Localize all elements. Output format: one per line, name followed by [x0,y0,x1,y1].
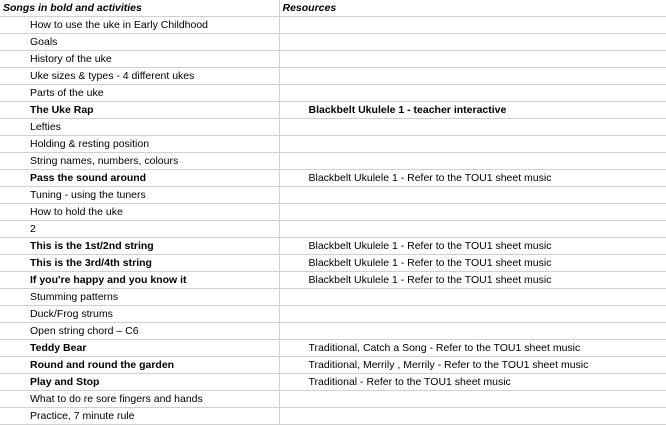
activity-cell: How to hold the uke [0,204,279,221]
resource-cell [279,306,666,323]
activity-cell: Parts of the uke [0,85,279,102]
activity-cell: What to do re sore fingers and hands [0,391,279,408]
header-row [0,0,666,17]
table-row [0,17,666,34]
resource-cell [279,323,666,340]
resource-cell [279,391,666,408]
activity-cell: This is the 1st/2nd string [0,238,279,255]
resource-cell: Blackbelt Ukulele 1 - Refer to the TOU1 sheet music [279,272,666,289]
resource-cell [279,289,666,306]
table-row [0,340,666,357]
resource-cell: Blackbelt Ukulele 1 - Refer to the TOU1 sheet music [279,170,666,187]
resource-cell [279,119,666,136]
resource-cell: Traditional, Catch a Song - Refer to the TOU1 sheet music [279,340,666,357]
resource-cell [279,187,666,204]
table-row [0,153,666,170]
activity-cell: Stumming patterns [0,289,279,306]
table-row [0,85,666,102]
table-row [0,306,666,323]
table-row [0,68,666,85]
table-row [0,102,666,119]
activity-cell: Round and round the garden [0,357,279,374]
table-row [0,119,666,136]
activity-cell: Teddy Bear [0,340,279,357]
table-row [0,238,666,255]
table-row [0,323,666,340]
resource-cell [279,408,666,425]
table-row [0,255,666,272]
table-row [0,170,666,187]
table-row [0,272,666,289]
header-songs-activities: Songs in bold and activities [0,0,279,17]
resource-cell: Blackbelt Ukulele 1 - Refer to the TOU1 sheet music [279,255,666,272]
activity-cell: Pass the sound around [0,170,279,187]
activity-cell: Tuning - using the tuners [0,187,279,204]
activity-cell: History of the uke [0,51,279,68]
activity-cell: Uke sizes & types - 4 different ukes [0,68,279,85]
table-row [0,221,666,238]
resource-cell: Blackbelt Ukulele 1 - Refer to the TOU1 sheet music [279,238,666,255]
resource-cell [279,85,666,102]
table-row [0,408,666,425]
resource-cell [279,68,666,85]
resource-cell [279,153,666,170]
table-row [0,289,666,306]
table-row [0,357,666,374]
activity-cell: Practice, 7 minute rule [0,408,279,425]
activity-cell: Goals [0,34,279,51]
table-row [0,374,666,391]
resource-cell [279,221,666,238]
resource-cell [279,51,666,68]
resource-cell [279,204,666,221]
table-row [0,391,666,408]
resource-cell [279,34,666,51]
activity-cell: 2 [0,221,279,238]
resource-cell [279,136,666,153]
activity-cell: Holding & resting position [0,136,279,153]
activity-cell: Lefties [0,119,279,136]
activity-cell: String names, numbers, colours [0,153,279,170]
activity-cell: This is the 3rd/4th string [0,255,279,272]
activity-cell: How to use the uke in Early Childhood [0,17,279,34]
resource-cell: Traditional, Merrily , Merrily - Refer to the TOU1 sheet music [279,357,666,374]
table-row [0,187,666,204]
activity-cell: Open string chord – C6 [0,323,279,340]
activity-cell: The Uke Rap [0,102,279,119]
header-resources: Resources [279,0,666,17]
activity-cell: Play and Stop [0,374,279,391]
resource-cell: Traditional - Refer to the TOU1 sheet music [279,374,666,391]
activity-cell: If you're happy and you know it [0,272,279,289]
resource-cell: Blackbelt Ukulele 1 - teacher interactive [279,102,666,119]
table-row [0,34,666,51]
resource-cell [279,17,666,34]
table-row [0,136,666,153]
activity-cell: Duck/Frog strums [0,306,279,323]
table-row [0,204,666,221]
table-body [0,17,666,425]
table-row [0,51,666,68]
